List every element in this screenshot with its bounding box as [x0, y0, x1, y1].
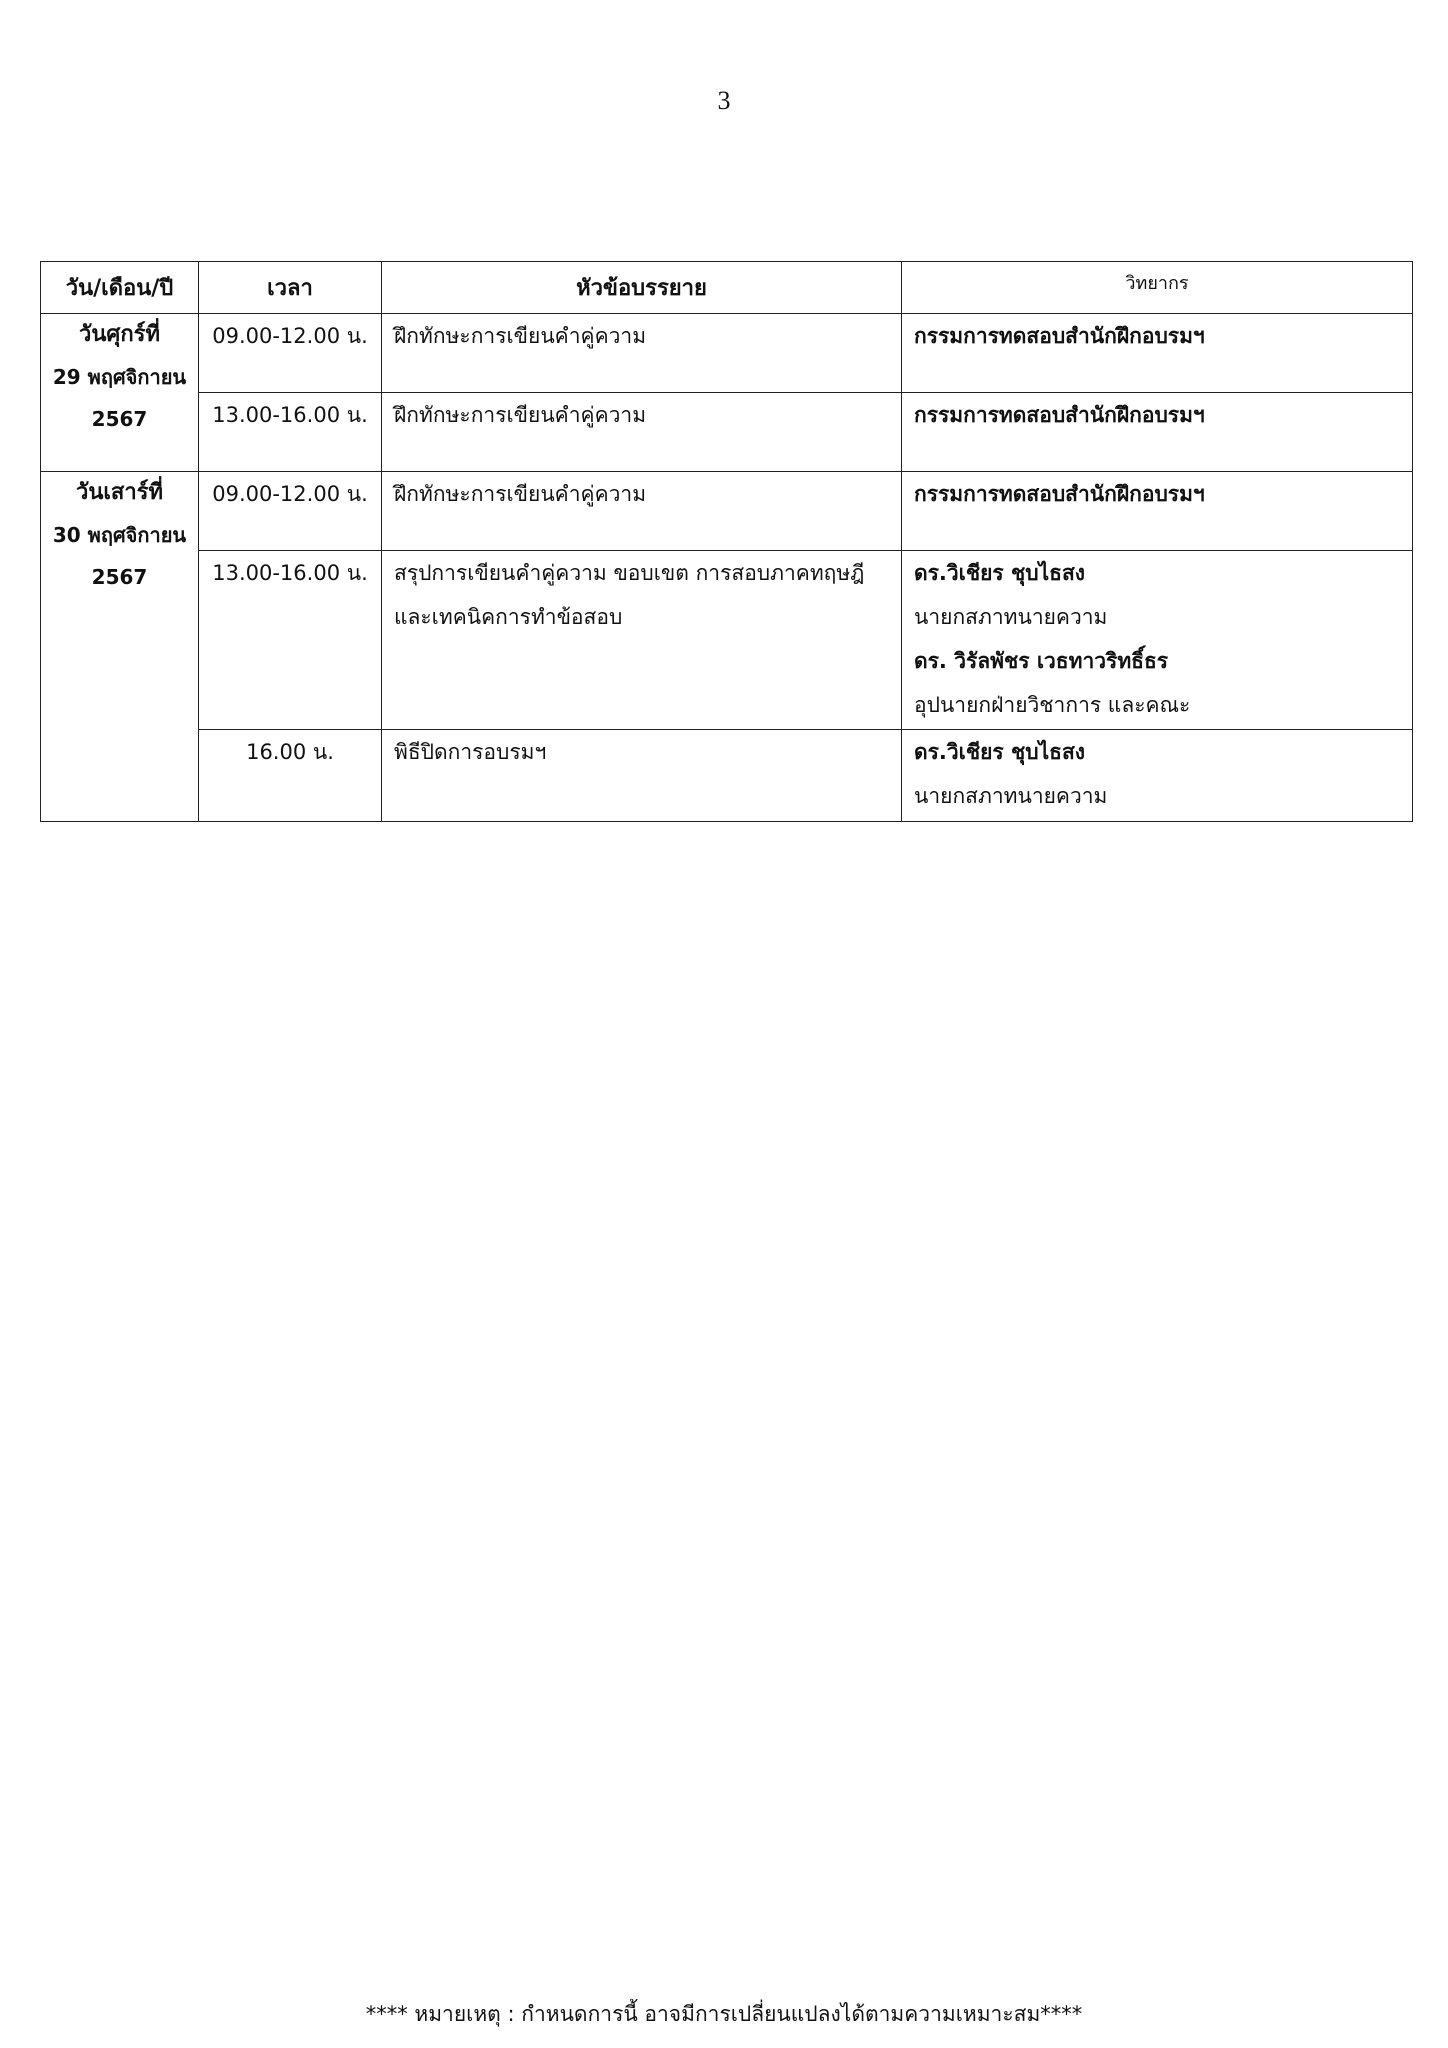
- table-row: [41, 730, 1413, 822]
- time-cell: 13.00-16.00 น.: [199, 551, 382, 730]
- table-row: [41, 551, 1413, 730]
- table-row: [41, 314, 1413, 393]
- speaker-cell: [902, 551, 1413, 730]
- speaker-name: กรรมการทดสอบสำนักฝึกอบรมฯ: [914, 403, 1205, 427]
- speaker-title: อุปนายกฝ่ายวิชาการ และคณะ: [914, 693, 1191, 717]
- header-time: เวลา: [199, 262, 382, 314]
- topic-cell: ฝึกทักษะการเขียนคำคู่ความ: [382, 393, 902, 472]
- speaker-name: ดร.วิเชียร ชุบไธสง: [914, 740, 1086, 764]
- table-header-row: [41, 262, 1413, 314]
- date-label: 29 พฤศจิกายน: [52, 365, 187, 389]
- speaker-cell: [902, 472, 1413, 551]
- time-cell: 16.00 น.: [199, 730, 382, 822]
- speaker-name: ดร.วิเชียร ชุบไธสง: [914, 561, 1086, 585]
- speaker-cell: [902, 314, 1413, 393]
- time-cell: 09.00-12.00 น.: [199, 314, 382, 393]
- page-number: 3: [717, 86, 731, 115]
- table-row: [41, 393, 1413, 472]
- date-label: 30 พฤศจิกายน: [52, 523, 187, 547]
- speaker-cell: [902, 393, 1413, 472]
- speaker-name: กรรมการทดสอบสำนักฝึกอบรมฯ: [914, 482, 1205, 506]
- header-date: วัน/เดือน/ปี: [41, 262, 199, 314]
- schedule-table: [40, 261, 1413, 822]
- table-row: [41, 472, 1413, 551]
- topic-cell: พิธีปิดการอบรมฯ: [382, 730, 902, 822]
- header-topic: หัวข้อบรรยาย: [382, 262, 902, 314]
- speaker-name: กรรมการทดสอบสำนักฝึกอบรมฯ: [914, 324, 1205, 348]
- speaker-name: ดร. วิรัลพัชร เวธทาวริทธิ์ธร: [914, 649, 1169, 673]
- date-cell: [41, 472, 199, 822]
- speaker-title: นายกสภาทนายความ: [914, 784, 1108, 808]
- topic-cell: ฝึกทักษะการเขียนคำคู่ความ: [382, 314, 902, 393]
- header-speaker: วิทยากร: [902, 262, 1413, 314]
- speaker-title: นายกสภาทนายความ: [914, 605, 1108, 629]
- year-label: 2567: [91, 407, 148, 431]
- footer-note: **** หมายเหตุ : กำหนดการนี้ อาจมีการเปลี่ยนแปลงได้ตามความเหมาะสม****: [365, 2002, 1083, 2026]
- topic-cell: สรุปการเขียนคำคู่ความ ขอบเขต การสอบภาคทฤษฎี และเทคนิคการทำข้อสอบ: [382, 551, 902, 730]
- day-label: วันเสาร์ที่: [75, 480, 163, 505]
- year-label: 2567: [91, 565, 148, 589]
- speaker-cell: [902, 730, 1413, 822]
- topic-cell: ฝึกทักษะการเขียนคำคู่ความ: [382, 472, 902, 551]
- time-cell: 09.00-12.00 น.: [199, 472, 382, 551]
- date-cell: [41, 314, 199, 472]
- time-cell: 13.00-16.00 น.: [199, 393, 382, 472]
- day-label: วันศุกร์ที่: [79, 322, 160, 347]
